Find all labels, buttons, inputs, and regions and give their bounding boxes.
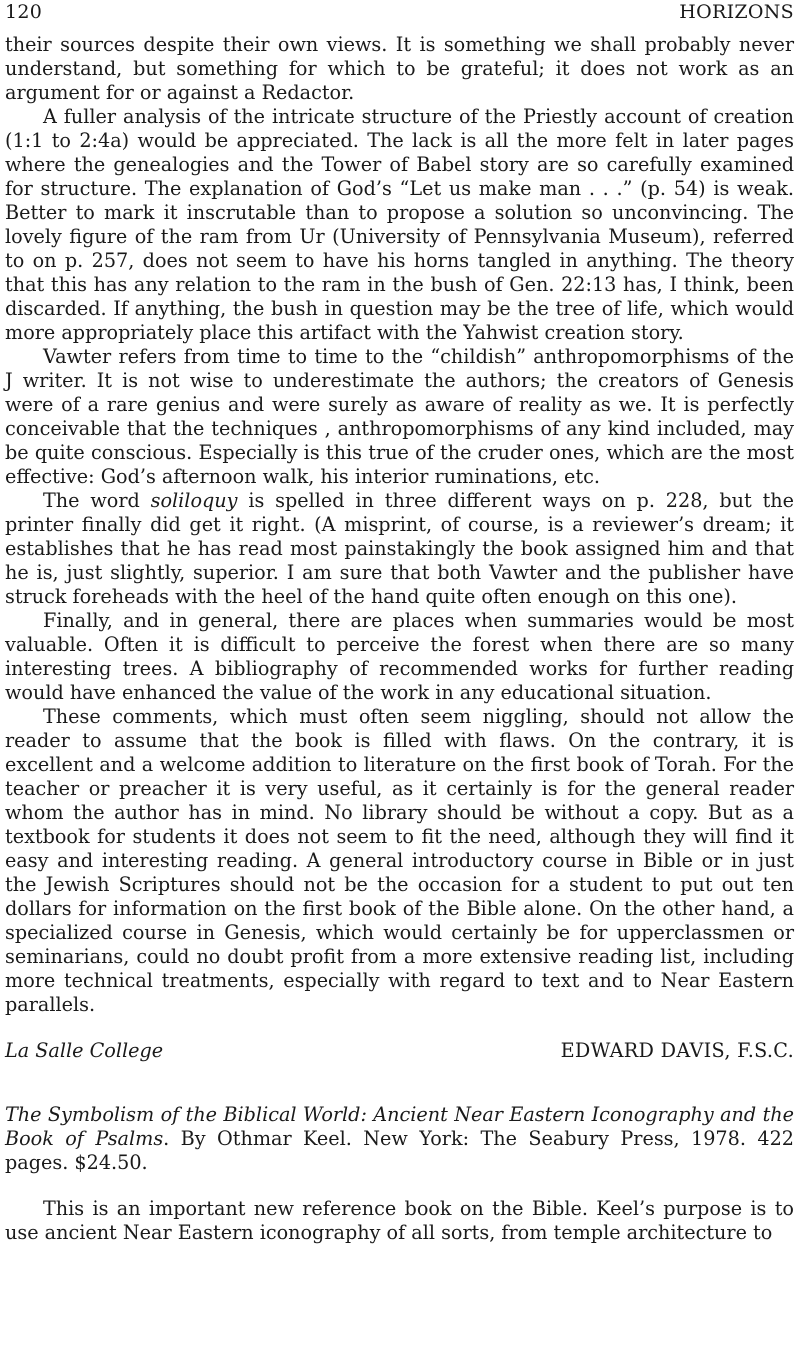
review-body <box>5 33 794 1017</box>
book-details: . By Othmar Keel. New York: The Seabury Press, 1978. 422 pages. $24.50. <box>5 1127 794 1174</box>
book-citation <box>5 1103 794 1175</box>
paragraph: Finally, and in general, there are places when summaries would be most valuable. Often it is difficult to perceive the forest when there are so many interesting trees. A bibliography of recommended works for further reading would have enhanced the value of the work in any educational situation. <box>5 609 794 704</box>
reviewer-signature <box>5 1039 794 1063</box>
paragraph: their sources despite their own views. It is something we shall probably never understand, but something for which to be grateful; it does not work as an argument for or against a Redactor. <box>5 33 794 104</box>
next-review-body <box>5 1197 794 1245</box>
italic-word: soliloquy <box>150 489 238 512</box>
paragraph: These comments, which must often seem niggling, should not allow the reader to assume that the book is filled with flaws. On the contrary, it is excellent and a welcome addition to literature on the first book of Torah. For the teacher or preacher it is very useful, as it certainly is for the general reader whom the author has in mind. No library should be without a copy. But as a textbook for students it does not seem to fit the need, although they will find it easy and interesting reading. A general introductory course in Bible or in just the Jewish Scriptures should not be the occasion for a student to put out ten dollars for information on the first book of the Bible alone. On the other hand, a specialized course in Genesis, which would certainly be for upperclassmen or seminarians, could no doubt profit from a more extensive reading list, including more technical treatments, especially with regard to text and to Near Eastern parallels. <box>5 705 794 1016</box>
paragraph: This is an important new reference book on the Bible. Keel’s purpose is to use ancient Near Eastern iconography of all sorts, from temple architecture to <box>5 1197 794 1244</box>
page-number: 120 <box>5 1 43 23</box>
paragraph <box>5 489 794 609</box>
journal-title: HORIZONS <box>679 1 794 23</box>
paragraph-text: is spelled in three different ways on p. 228, but the printer finally did get it right. (A misprint, of course, is a reviewer’s dream; it establishes that he has read most painstakingly the book assigned him and that he is, just slightly, superior. I am sure that both Vawter and the publisher have struck foreheads with the heel of the hand quite often enough on this one). <box>5 489 794 608</box>
page <box>5 0 794 1362</box>
paragraph: Vawter refers from time to time to the “childish” anthropomorphisms of the J writer. It is not wise to underestimate the authors; the creators of Genesis were of a rare genius and were surely as aware of reality as we. It is perfectly conceivable that the techniques , anthropomorphisms of any kind included, may be quite conscious. Especially is this true of the cruder ones, which are the most effective: God’s afternoon walk, his interior ruminations, etc. <box>5 345 794 488</box>
running-head <box>5 0 794 30</box>
reviewer-affiliation: La Salle College <box>5 1039 164 1062</box>
paragraph: A fuller analysis of the intricate structure of the Priestly account of creation (1:1 to 2:4a) would be appreciated. The lack is all the more felt in later pages where the genealogies and the Tower of Babel story are so carefully examined for structure. The explanation of God’s “Let us make man . . .” (p. 54) is weak. Better to mark it inscrutable than to propose a solution so unconvincing. The lovely figure of the ram from Ur (University of Pennsylvania Museum), referred to on p. 257, does not seem to have his horns tangled in anything. The theory that this has any relation to the ram in the bush of Gen. 22:13 has, I think, been discarded. If anything, the bush in question may be the tree of life, which would more appropriately place this artifact with the Yahwist creation story. <box>5 105 794 344</box>
reviewer-name: EDWARD DAVIS, F.S.C. <box>560 1039 794 1062</box>
book-title: The Symbolism of the Biblical World: Ancient Near Eastern Iconography and the Book of Psalms <box>5 1103 794 1150</box>
paragraph-text: The word <box>43 489 151 512</box>
